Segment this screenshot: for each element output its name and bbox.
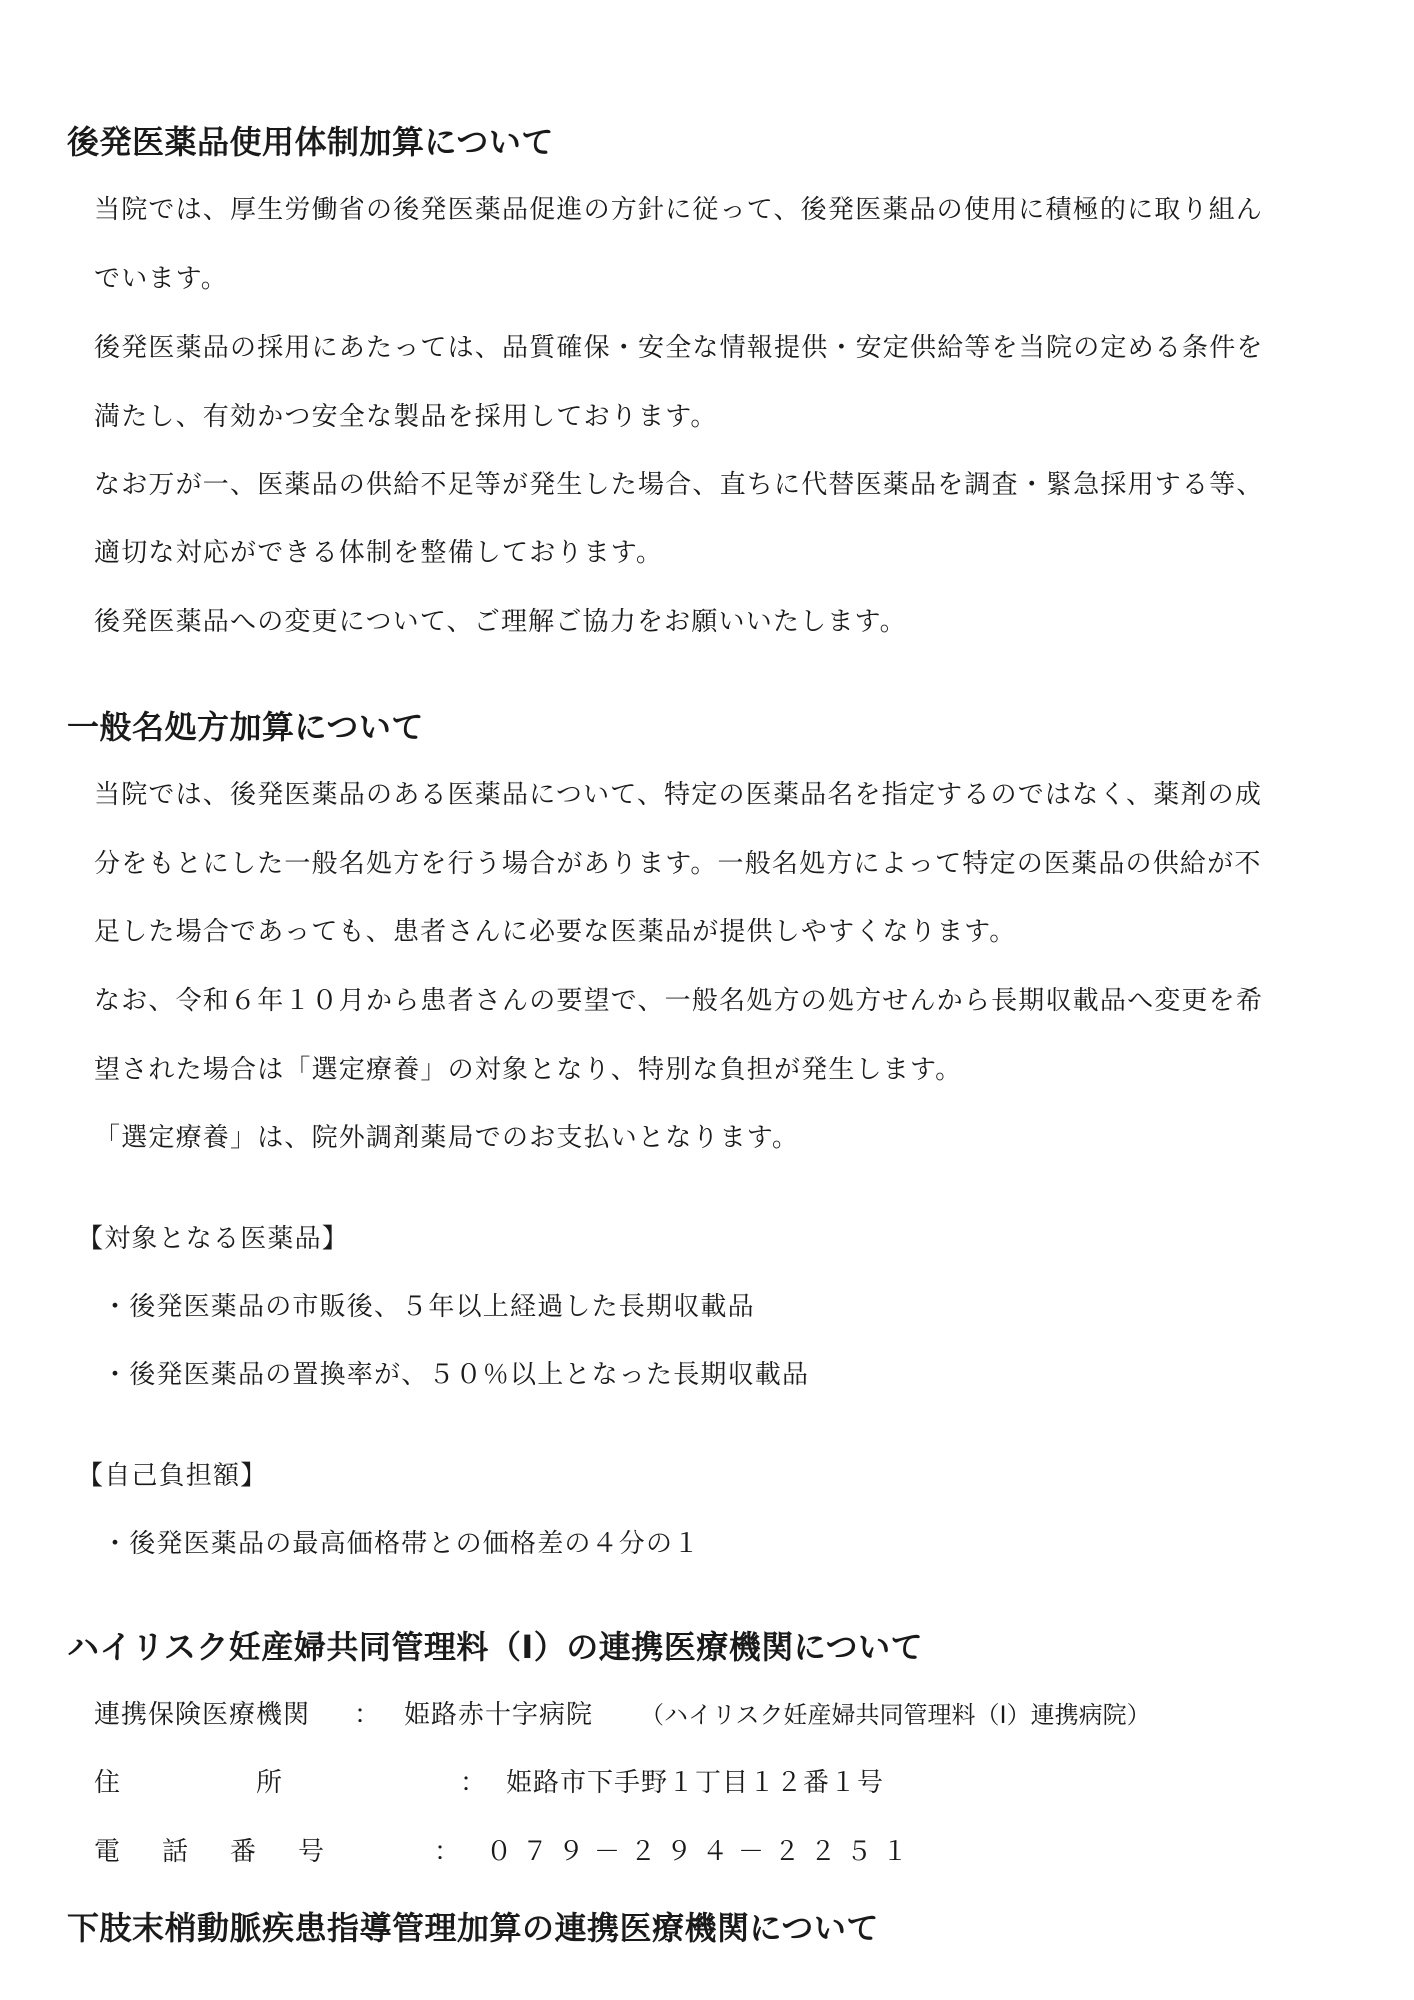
list-item: ・後発医薬品の置換率が、５０％以上となった長期収載品: [102, 1360, 810, 1390]
paragraph-line: 適切な対応ができる体制を整備しております。: [94, 538, 664, 568]
section-heading-pad: 下肢末梢動脈疾患指導管理加算の連携医療機関について: [67, 1909, 879, 1947]
address-label: 住 所: [94, 1768, 284, 1798]
phone-separator: ：: [434, 1837, 461, 1867]
paragraph-line: 「選定療養」は、院外調剤薬局でのお支払いとなります。: [94, 1123, 800, 1153]
section-heading-generic-name: 一般名処方加算について: [67, 708, 424, 746]
paragraph-line: 当院では、後発医薬品のある医薬品について、特定の医薬品名を指定するのではなく、薬剤の成: [94, 780, 1263, 810]
paragraph-line: なお、令和６年１０月から患者さんの要望で、一般名処方の処方せんから長期収載品へ変更を希: [94, 986, 1264, 1016]
paragraph-line: でいます。: [94, 264, 228, 294]
address-value: 姫路市下手野１丁目１２番１号: [506, 1768, 885, 1798]
section-heading-generic-drug: 後発医薬品使用体制加算について: [67, 123, 554, 161]
address-separator: ：: [460, 1768, 487, 1798]
phone-label: 電 話 番 号: [94, 1837, 333, 1867]
paragraph-line: なお万が一、医薬品の供給不足等が発生した場合、直ちに代替医薬品を調査・緊急採用する等、: [94, 470, 1264, 500]
list-item: ・後発医薬品の市販後、５年以上経過した長期収載品: [102, 1292, 755, 1322]
institution-separator: ：: [354, 1700, 381, 1730]
paragraph-line: 足した場合であっても、患者さんに必要な医薬品が提供しやすくなります。: [94, 917, 1017, 947]
target-drugs-heading: 【対象となる医薬品】: [77, 1224, 350, 1254]
paragraph-line: 望された場合は「選定療養」の対象となり、特別な負担が発生します。: [94, 1055, 963, 1085]
paragraph-line: 後発医薬品の採用にあたっては、品質確保・安全な情報提供・安定供給等を当院の定める条件を: [94, 333, 1264, 363]
paragraph-line: 分をもとにした一般名処方を行う場合があります。一般名処方によって特定の医薬品の供給が不: [94, 849, 1262, 879]
paragraph-line: 後発医薬品への変更について、ご理解ご協力をお願いいたします。: [94, 607, 907, 637]
list-item: ・後発医薬品の最高価格帯との価格差の４分の１: [102, 1529, 701, 1559]
paragraph-line: 満たし、有効かつ安全な製品を採用しております。: [94, 402, 718, 432]
section-heading-high-risk: ハイリスク妊産婦共同管理料（Ⅰ）の連携医療機関について: [67, 1628, 924, 1666]
institution-note: （ハイリスク妊産婦共同管理料（Ⅰ）連携病院）: [640, 1701, 1151, 1729]
institution-label: 連携保険医療機関: [94, 1700, 311, 1730]
self-pay-heading: 【自己負担額】: [77, 1461, 268, 1491]
paragraph-line: 当院では、厚生労働省の後発医薬品促進の方針に従って、後発医薬品の使用に積極的に取り組ん: [94, 195, 1264, 225]
phone-number: ０７９－２９４－２２５１: [486, 1837, 919, 1867]
institution-name: 姫路赤十字病院: [404, 1700, 594, 1730]
